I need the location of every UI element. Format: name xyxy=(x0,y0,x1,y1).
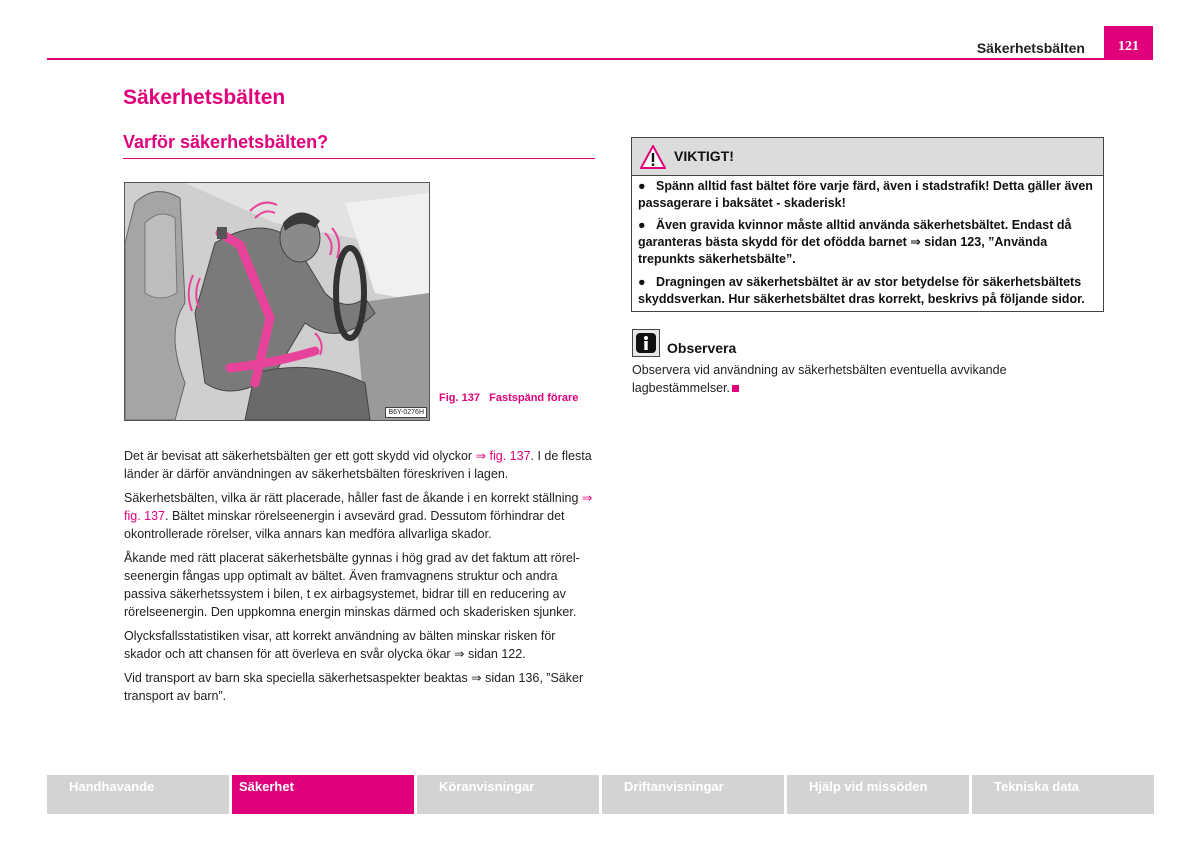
note-title: Observera xyxy=(667,340,737,356)
tab-driftanvisningar[interactable]: Driftanvisningar xyxy=(602,775,784,814)
paragraph: Olycksfallsstatistiken visar, att korrekt användning av bälten minskar risken för skador och att chansen för att överleva en svår olycka ökar ⇒ sidan 122. xyxy=(124,629,556,661)
tab-tekniska-data[interactable]: Tekniska data xyxy=(972,775,1154,814)
tab-hjalp-vid-missoden[interactable]: Hjälp vid missöden xyxy=(787,775,969,814)
figure-link[interactable]: ⇒ fig. 137 xyxy=(124,491,593,523)
paragraph: Vid transport av barn ska speciella säkerhetsaspekter beaktas ⇒ sidan 136, ”Säker transport av barn”. xyxy=(124,671,584,703)
end-marker-icon xyxy=(732,385,739,392)
warning-header xyxy=(632,138,1103,176)
note-text: Observera vid användning av säkerhetsbälten eventuella avvikande lagbestämmelser. xyxy=(632,363,1007,395)
figure-link[interactable]: ⇒ fig. 137 xyxy=(475,449,531,463)
warning-item: ● Även gravida kvinnor måste alltid använda säkerhetsbältet. Endast då garanteras bästa skydd för det ofödda barnet ⇒ sidan 123, ”Använda trepunkts säkerhetsbälte”. xyxy=(638,218,1072,266)
page-number: 121 xyxy=(1104,26,1153,59)
bullet-icon: ● xyxy=(638,275,646,289)
subsection-rule xyxy=(123,158,595,159)
figure-caption-text: Fastspänd förare xyxy=(489,392,579,404)
warning-box xyxy=(631,137,1104,312)
bullet-icon: ● xyxy=(638,218,646,232)
tab-koranvisningar[interactable]: Köranvisningar xyxy=(417,775,599,814)
paragraph: Det är bevisat att säkerhetsbälten ger ett gott skydd vid olyckor ⇒ fig. 137. I de flesta länder är därför användningen av säkerhetsbälten föreskriven i lagen. xyxy=(124,449,592,481)
running-title: Säkerhetsbälten xyxy=(976,40,1085,56)
paragraph: Säkerhetsbälten, vilka är rätt placerade, håller fast de åkande i en korrekt ställning ⇒ fig. 137. Bältet minskar rörelseenergin i avsevärd grad. Dessutom förhindrar det okontrollerade rörelser, vilka annars kan medföra allvarliga skador. xyxy=(124,491,593,541)
warning-title: VIKTIGT! xyxy=(674,148,734,164)
body-text xyxy=(124,447,596,711)
tab-handhavande[interactable]: Handhavande xyxy=(47,775,229,814)
figure-seatbelt-driver xyxy=(124,182,430,421)
figure-caption xyxy=(439,391,579,405)
driver-illustration xyxy=(125,183,429,420)
paragraph: Åkande med rätt placerat säkerhetsbälte gynnas i hög grad av det faktum att rörel-seenergin fångas upp optimalt av bältet. Även framvagnens struktur och andra passiva säkerhetssystem i bilen, t ex airbagsystemet, bidrar till en reducering av rörelseenergin. Den uppkomna energin minskas därmed och skaderisken sjunker. xyxy=(124,551,580,619)
info-icon xyxy=(632,329,660,357)
subsection-title: Varför säkerhetsbälten? xyxy=(123,132,329,152)
figure-caption-number: Fig. 137 xyxy=(439,392,480,404)
figure-code: B6Y-0276H xyxy=(385,407,427,418)
tab-sakerhet[interactable]: Säkerhet xyxy=(232,775,414,814)
section-title: Säkerhetsbälten xyxy=(123,86,286,109)
bullet-icon: ● xyxy=(638,179,646,193)
warning-item: ● Dragningen av säkerhetsbältet är av stor betydelse för säkerhetsbältets skyddsverkan. Hur säkerhetsbältet dras korrekt, beskrivs på följande sidor. xyxy=(638,275,1085,306)
header-rule xyxy=(47,58,1153,60)
warning-item: ● Spänn alltid fast bältet före varje färd, även i stadstrafik! Detta gäller även passagerare i baksätet - skaderisk! xyxy=(638,179,1093,210)
warning-triangle-icon xyxy=(640,145,666,169)
